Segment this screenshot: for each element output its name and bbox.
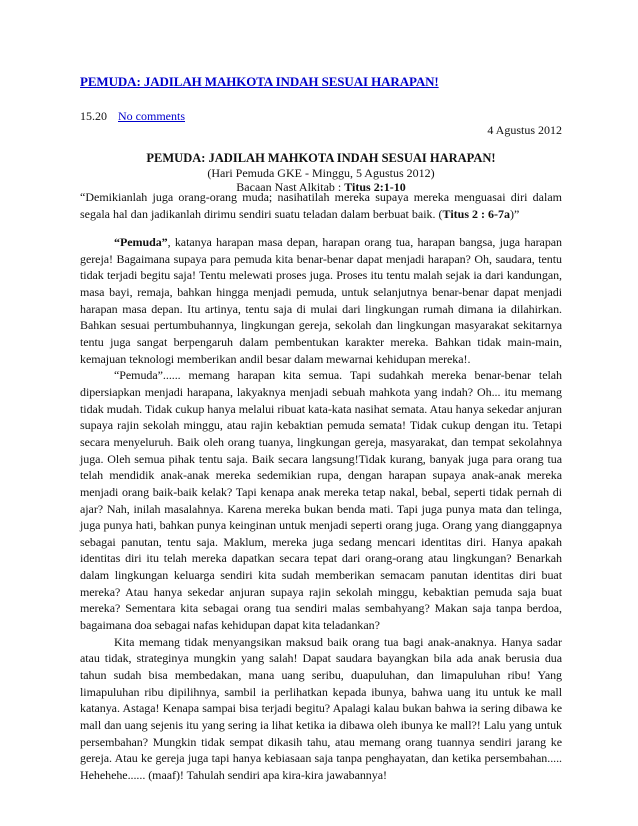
document-title: PEMUDA: JADILAH MAHKOTA INDAH SESUAI HARAPAN! bbox=[146, 151, 496, 165]
paragraph-1-text: , katanya harapan masa depan, harapan orang tua, harapan bangsa, juga harapan gereja! Bagaimana supaya para pemuda kita benar-benar dapat menjadi harapan? Oh, saudara, tentu tidak terjadi begitu saja! Tentu melewati proses juga. Proses itu tentu malah sejak ia dari kandungan, masa bayi, remaja, bahkan hingga menjadi pemuda, untuk selanjutnya benar-benar dapat menjadi harapan masa depan. Itu artinya, tentu saja di mulai dari lingkungan rumah dimana ia dilahirkan. Bahkan sesuai pertumbuhannya, lingkungan gereja, sekolah dan lingkungan masyarakat sekitarnya tentu juga sangat berpengaruh dalam pembentukan karakter mereka. Bahkan tidak main-main, kemajuan teknologi memberikan andil besar dalam mewarnai kehidupan mereka!. bbox=[80, 235, 562, 366]
post-title-link[interactable]: PEMUDA: JADILAH MAHKOTA INDAH SESUAI HARAPAN! bbox=[80, 74, 439, 89]
paragraph-1-lead: “Pemuda” bbox=[114, 235, 168, 249]
post-time: 15.20 bbox=[80, 109, 107, 123]
post-meta bbox=[80, 109, 185, 124]
comments-link[interactable]: No comments bbox=[118, 109, 185, 123]
key-verse-close: )” bbox=[510, 207, 520, 221]
post-date: 4 Agustus 2012 bbox=[487, 123, 562, 137]
document-heading bbox=[80, 151, 562, 194]
key-verse-ref: Titus 2 : 6-7a bbox=[442, 207, 510, 221]
article-body bbox=[80, 234, 562, 784]
paragraph-2: “Pemuda”...... memang harapan kita semua. Tapi sudahkah mereka benar-benar telah dipersiapkan menjadi harapana, lakyaknya menjadi sebuah mahkota yang indah? Oh... itu memang tidak mudah. Tidak cukup hanya melalui ribuat kata-kata nasihat semata. Atau hanya sekedar anjuran supaya rajin sekolah minggu, atau rajin kebaktian pemuda semata! Tidak cukup dengan itu. Tetapi secara menyeluruh. Baik oleh orang tuanya, lingkungan gereja, masyarakat, dan tempat sekolahnya juga. Oleh semua pihak tentu saja. Baik secara langsung!Tidak kurang, banyak juga para orang tua telah mendidik anak-anak mereka sedemikian rupa, dengan harapan supaya anak-anak mereka menjadi orang baik-baik kelak? Tapi kenapa anak mereka tetap nakal, bebal, seperti tidak pernah di ajar? Nah, inilah masalahnya. Karena mereka bukan benda mati. Tapi juga punya mata dan telinga, juga punya hati, bahkan punya keinginan untuk menjadi seperti orang juga. Orang yang dianggapnya sebagai panutan, tentu saja. Maklum, mereka juga sedang mencari identitas diri. Hanya apakah identitas diri itu telah mereka dapatkan secara tepat dari orang-orang atau lingkungan? Benarkah dalam lingkungan keluarga sendiri kita sudah memberikan semacam panutan identitas diri buat mereka? Atau hanya sekedar anjuran supaya rajin sekolah minggu, kebaktian pemuda saja buat mereka? Sementara kita sebagai orang tua sendiri malas sembahyang? Makan saja tanpa berdoa, bagaimana doa sebagai nafas kehidupan dapat kita teladankan? bbox=[80, 368, 562, 633]
document-subtitle: (Hari Pemuda GKE - Minggu, 5 Agustus 2012) bbox=[207, 166, 435, 180]
bible-reading-ref: Titus 2:1-10 bbox=[344, 180, 406, 194]
key-verse bbox=[80, 189, 562, 223]
key-verse-text: “Demikianlah juga orang-orang muda; nasihatilah mereka supaya mereka menguasai diri dalam segala hal dan jadikanlah dirimu sendiri suatu teladan dalam berbuat baik. ( bbox=[80, 190, 562, 221]
paragraph-3: Kita memang tidak menyangsikan maksud baik orang tua bagi anak-anaknya. Hanya sadar atau tidak, strateginya mungkin yang salah! Dapat saudara bayangkan bila ada anak berusia dua tahun sudah bisa membedakan, mana uang seribu, duapuluhan, dan limapuluhan ribu! Yang limapuluhan ribu dipilihnya, sambil ia perlihatkan kepada ibunya, bahwa uang itu untuk ke mall katanya. Astaga! Kenapa sampai bisa terjadi begitu? Apalagi kalau bukan bahwa ia sering dibawa ke mall dan uang sejenis itu yang sering ia lihat ketika ia dibawa oleh ibunya ke mall?! Lalu yang untuk persembahan? Mungkin tidak sempat dikasih tahu, atau memang orang tuannya sendiri jarang ke gereja. Atau ke gereja juga tapi hanya kebiasaan saja tanpa penghayatan, dan ketika persembahan..... Hehehehe...... (maaf)! Tahulah sendiri apa kira-kira jawabannya! bbox=[80, 634, 562, 782]
paragraph-1 bbox=[80, 234, 562, 367]
bible-reading-prefix: Bacaan Nast Alkitab : bbox=[236, 180, 345, 194]
